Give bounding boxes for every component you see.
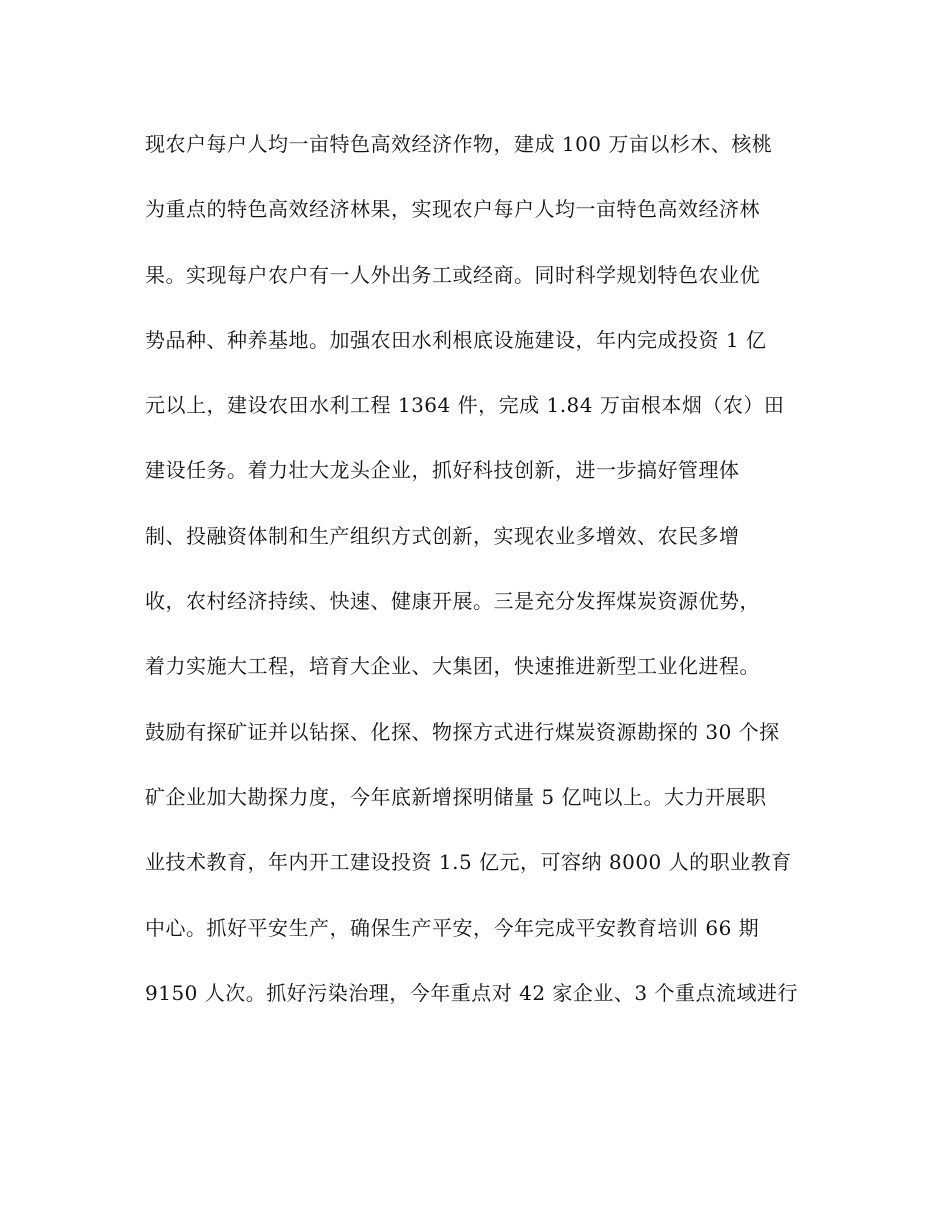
- text-line-10: 鼓励有探矿证并以钻探、化探、物探方式进行煤炭资源勘探的 30 个探: [145, 719, 780, 744]
- text-line-4: 势品种、种养基地。加强农田水利根底设施建设，年内完成投资 1 亿: [145, 327, 767, 352]
- text-line-5: 元以上，建设农田水利工程 1364 件，完成 1.84 万亩根本烟（农）田: [145, 393, 785, 418]
- text-line-12: 业技术教育，年内开工建设投资 1.5 亿元，可容纳 8000 人的职业教育: [145, 850, 792, 875]
- body-text: [145, 124, 810, 1038]
- text-line-6: 建设任务。着力壮大龙头企业，抓好科技创新，进一步搞好管理体: [145, 458, 740, 483]
- text-line-8: 收，农村经济持续、快速、健康开展。三是充分发挥煤炭资源优势，: [145, 589, 760, 614]
- text-line-7: 制、投融资体制和生产组织方式创新，实现农业多增效、农民多增: [145, 523, 740, 548]
- text-line-13: 中心。抓好平安生产，确保生产平安，今年完成平安教育培训 66 期: [145, 915, 760, 940]
- text-line-2: 为重点的特色高效经济林果，实现农户每户人均一亩特色高效经济林: [145, 197, 760, 222]
- text-line-1: 现农户每户人均一亩特色高效经济作物，建成 100 万亩以杉木、核桃: [145, 132, 773, 156]
- text-line-11: 矿企业加大勘探力度，今年底新增探明储量 5 亿吨以上。大力开展职: [145, 784, 767, 809]
- text-line-14: 9150 人次。抓好污染治理，今年重点对 42 家企业、3 个重点流域进行: [145, 980, 799, 1005]
- text-line-9: 着力实施大工程，培育大企业、大集团，快速推进新型工业化进程。: [145, 654, 760, 679]
- text-line-3: 果。实现每户农户有一人外出务工或经商。同时科学规划特色农业优: [145, 262, 760, 287]
